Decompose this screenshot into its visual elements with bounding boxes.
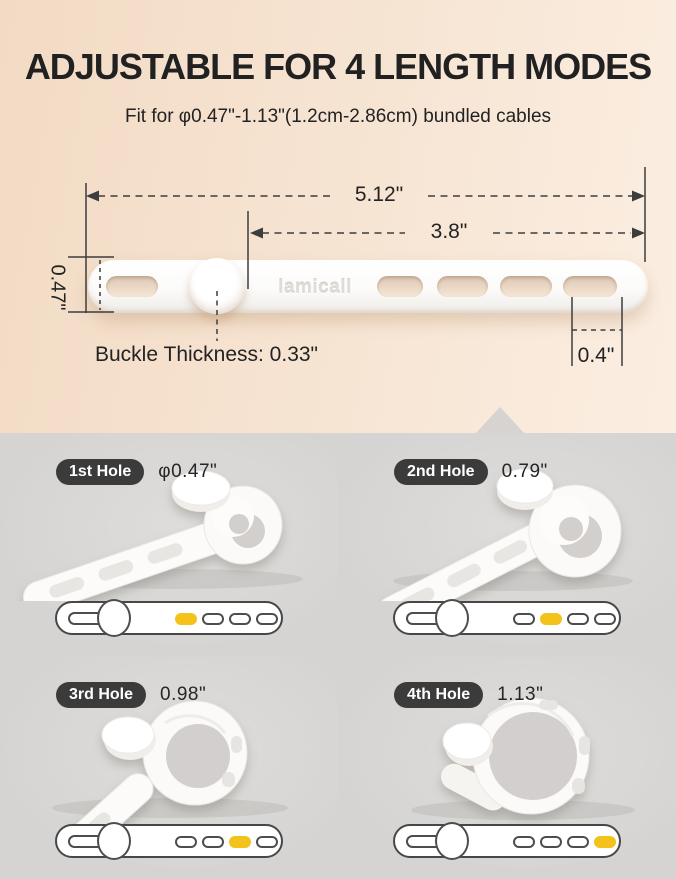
mini-hole-2 (202, 613, 224, 625)
mini-diagram (55, 824, 283, 858)
mode-cell-1st-hole (0, 433, 338, 656)
mini-hole-3 (229, 836, 251, 848)
mini-hole-3 (567, 613, 589, 625)
page-subtitle: Fit for φ0.47"-1.13"(1.2cm-2.86cm) bundled cables (124, 106, 552, 127)
mini-hole-3 (567, 836, 589, 848)
hole-badge: 4th Hole (394, 682, 483, 708)
mini-buckle-circle (97, 822, 131, 860)
mini-diagram (393, 601, 621, 635)
hole-value: 1.13" (497, 684, 544, 705)
strap-width-label: 0.47" (46, 264, 69, 311)
mini-hole-4 (256, 836, 278, 848)
mode-cell-3rd-hole (0, 656, 338, 879)
dimension-lines (0, 0, 676, 433)
hole-value: 0.98" (160, 684, 207, 705)
hole-value: φ0.47" (158, 461, 218, 482)
adjustable-length-label: 3.8" (430, 220, 468, 243)
mini-diagram (393, 824, 621, 858)
page-title: ADJUSTABLE FOR 4 LENGTH MODES (24, 46, 652, 87)
dimensions-section (0, 0, 676, 433)
mini-hole-2 (540, 836, 562, 848)
mini-hole-4 (256, 613, 278, 625)
brand-logo: lamicall (278, 277, 352, 298)
mini-hole-4 (594, 613, 616, 625)
mini-hole-2 (202, 836, 224, 848)
mode-cell-4th-hole (338, 656, 676, 879)
mini-buckle-circle (97, 599, 131, 637)
hole-badge: 1st Hole (56, 459, 144, 485)
buckle-thickness-label: Buckle Thickness: 0.33" (95, 343, 319, 366)
mini-hole-1 (513, 836, 535, 848)
mode-cell-2nd-hole (338, 433, 676, 656)
hole-badge: 2nd Hole (394, 459, 488, 485)
mini-hole-1 (175, 836, 197, 848)
hole-value: 0.79" (501, 461, 548, 482)
mini-buckle-circle (435, 822, 469, 860)
hole-badge: 3rd Hole (56, 682, 146, 708)
hole-width-label: 0.4" (577, 344, 615, 367)
total-length-label: 5.12" (354, 183, 404, 206)
divider-arrow-icon (476, 407, 524, 433)
mini-hole-4 (594, 836, 616, 848)
mini-hole-1 (175, 613, 197, 625)
mini-hole-2 (540, 613, 562, 625)
mini-hole-1 (513, 613, 535, 625)
length-modes-grid (0, 433, 676, 879)
mini-diagram (55, 601, 283, 635)
mini-hole-3 (229, 613, 251, 625)
mini-buckle-circle (435, 599, 469, 637)
